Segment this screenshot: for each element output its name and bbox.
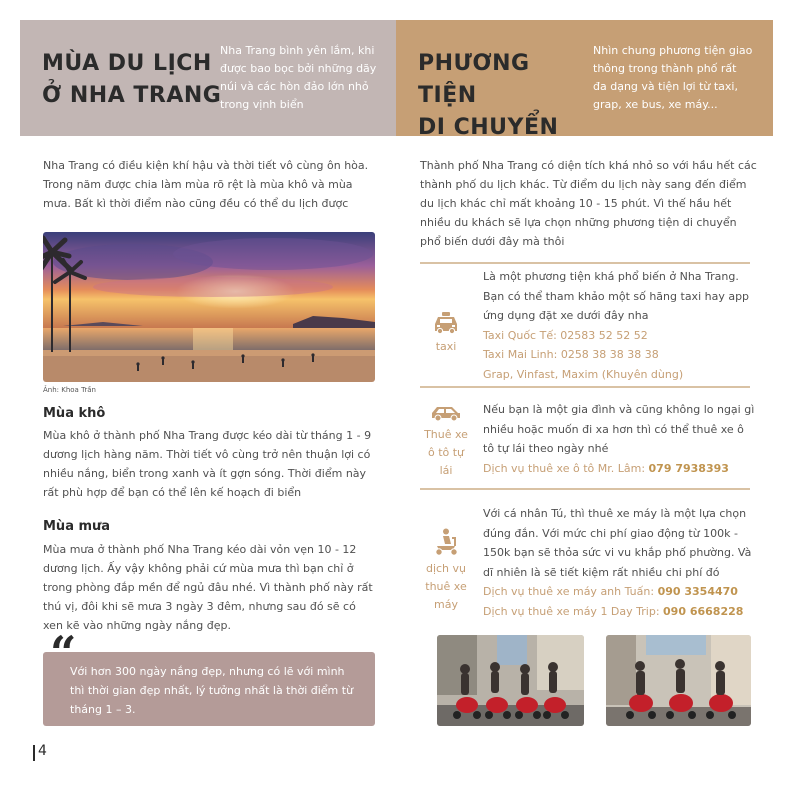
right-title-line1: PHƯƠNG TIỆN	[418, 51, 530, 108]
divider-3	[420, 488, 750, 490]
scooter-icon	[433, 528, 459, 556]
moto-contact-2-label: Dịch vụ thuê xe máy 1 Day Trip:	[483, 604, 664, 618]
quote-mark-icon: “	[50, 626, 77, 680]
moto-rental-info	[483, 504, 758, 621]
left-header	[20, 20, 396, 136]
car-rental-block	[418, 404, 474, 480]
divider-1	[420, 262, 750, 264]
left-title-line2: Ở NHA TRANG	[42, 83, 222, 108]
taxi-quocte: Taxi Quốc Tế: 02583 52 52 52	[483, 328, 648, 342]
taxi-label: taxi	[435, 340, 457, 353]
car-rental-info	[483, 400, 758, 478]
car-contact-label: Dịch vụ thuê xe ô tô Mr. Lâm:	[483, 461, 649, 475]
page-number: 4	[38, 743, 47, 759]
taxi-block	[420, 312, 472, 356]
rainy-season-title: Mùa mưa	[43, 519, 111, 534]
car-label-1: Thuê xe	[424, 428, 468, 441]
taxi-mailinh: Taxi Mai Linh: 0258 38 38 38 38	[483, 348, 659, 361]
moto-label-3: máy	[434, 598, 458, 611]
page-number-divider	[33, 745, 35, 761]
right-intro: Thành phố Nha Trang có diện tích khá nhỏ so với hầu hết các thành phố du lịch khác. Từ điểm du lịch này sang đến điểm du lịch khác chỉ mất khoảng 10 - 15 phút. Vì thế hầu hết nhiều du khách sẽ lựa chọn những phương tiện di chuyển phổ biến dưới đây mà thôi	[420, 159, 757, 248]
right-header-title	[418, 48, 593, 144]
motorbike-group-photo-1	[437, 635, 584, 726]
car-text: Nếu bạn là một gia đình và cũng không lo ngại gì nhiều hoặc muốn đi xa hơn thì có thể thuê xe ô tô tự lái theo ngày nhé	[483, 403, 755, 455]
car-icon	[430, 404, 462, 422]
left-title-line1: MÙA DU LỊCH	[42, 51, 212, 76]
moto-contact-1-phone: 090 3354470	[657, 585, 738, 598]
left-intro: Nha Trang có điều kiện khí hậu và thời tiết vô cùng ôn hòa. Trong năm được chia làm mùa rõ rệt là mùa khô và mùa mưa. Bất kì thời điểm nào cũng đều có thể du lịch được	[43, 159, 369, 210]
divider-2	[420, 386, 750, 388]
taxi-info	[483, 267, 758, 384]
beach-sunset-photo	[43, 232, 375, 382]
moto-contact-1-label: Dịch vụ thuê xe máy anh Tuấn:	[483, 585, 658, 598]
car-label-2: ô tô tự	[427, 446, 465, 459]
right-header	[396, 20, 773, 140]
rainy-season-text: Mùa mưa ở thành phố Nha Trang kéo dài vỏn vẹn 10 - 12 dương lịch. Ấy vậy không phải cứ mùa mưa thì bạn chỉ ở trong phòng đắp mền để ngủ đâu nhé. Vì thành phố này rất thú vị, đôi khi sẽ mưa 3 ngày 3 đêm, nhưng sau đó sẽ có xen kẽ vào những ngày nắng đẹp.	[43, 543, 373, 632]
taxi-apps: Grap, Vinfast, Maxim (Khuyên dùng)	[483, 367, 684, 381]
moto-label-1: dịch vụ	[425, 562, 467, 575]
car-contact-phone: 079 7938393	[648, 461, 729, 475]
quote-text: Với hơn 300 ngày nắng đẹp, nhưng có lẽ với mình thì thời gian đẹp nhất, lý tưởng nhất là thời điểm từ tháng 1 – 3.	[70, 665, 354, 716]
taxi-text: Là một phương tiện khá phổ biến ở Nha Trang. Bạn có thể tham khảo một số hãng taxi hay app ứng dụng đặt xe dưới đây nha	[483, 270, 750, 322]
photo-caption: Ảnh: Khoa Trần	[43, 386, 96, 394]
left-header-blurb: Nha Trang bình yên lắm, khi được bao bọc bởi những dãy núi và các hòn đảo lớn nhỏ trong vịnh biển	[220, 44, 377, 111]
moto-contact-2	[483, 602, 758, 622]
moto-label-2: thuê xe	[425, 580, 467, 593]
moto-contact-2-phone: 090 6668228	[663, 604, 744, 618]
dry-season-title: Mùa khô	[43, 406, 106, 421]
dry-season-text: Mùa khô ở thành phố Nha Trang được kéo dài từ tháng 1 - 9 dương lịch hàng năm. Thời tiết vô cùng trở nên thuận lợi có nhiều nắng, biển trong xanh và ít gợn sóng. Thời điểm này rất phù hợp để bạn có thể lên kế hoạch đi biển	[43, 429, 372, 499]
car-contact	[483, 459, 758, 479]
taxi-icon	[433, 312, 459, 334]
right-title-line2: DI CHUYỂN	[418, 115, 559, 140]
right-header-blurb: Nhìn chung phương tiện giao thông trong thành phố rất đa dạng và tiện lợi từ taxi, grap, xe bus, xe máy...	[593, 44, 753, 111]
moto-contact-1	[483, 582, 758, 602]
moto-rental-block	[418, 528, 474, 614]
left-header-title	[42, 48, 222, 112]
moto-text: Với cá nhân Tú, thì thuê xe máy là một lựa chọn đúng đắn. Với mức chi phí giao động từ 100k - 150k bạn sẽ thỏa sức vi vu khắp phố phường. Và dĩ nhiên là sẽ tiết kiệm rất nhiều chi phí đó	[483, 507, 752, 579]
car-label-3: lái	[439, 464, 453, 477]
motorbike-group-photo-2	[606, 635, 751, 726]
